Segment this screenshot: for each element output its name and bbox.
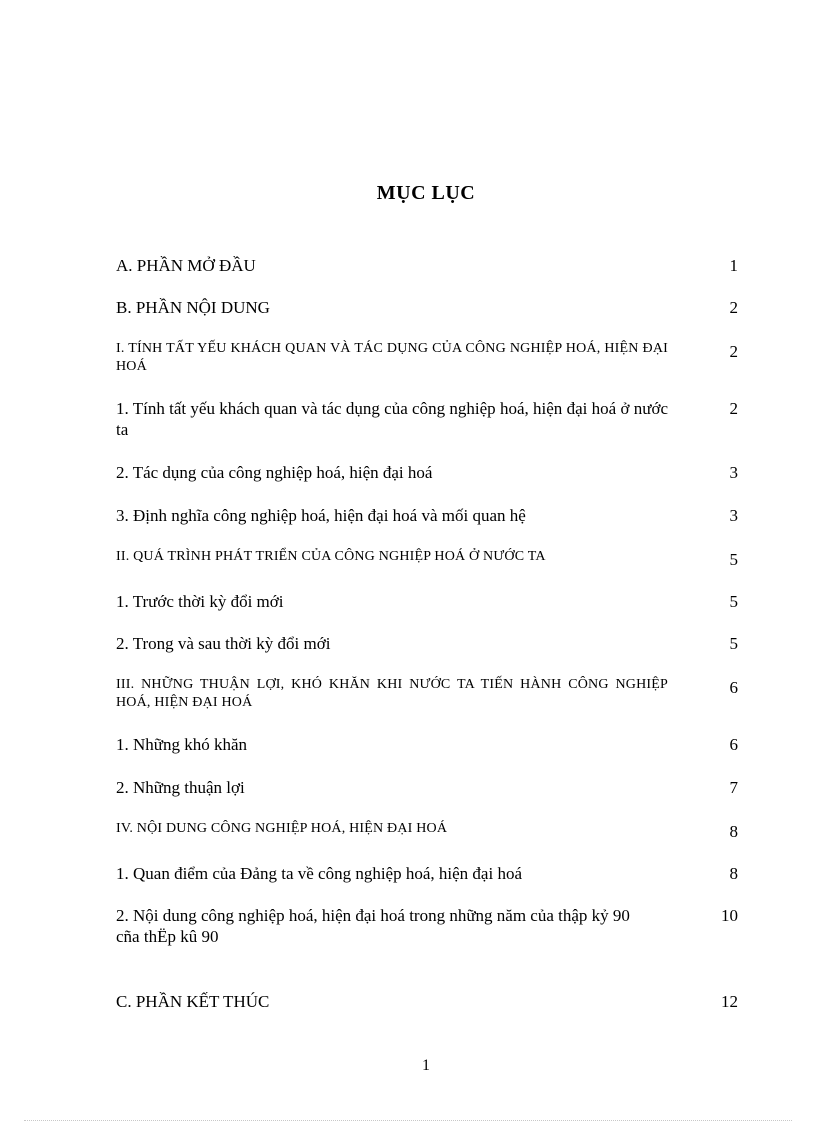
toc-entry-text [116, 905, 676, 947]
toc-entry-text: 2. Những thuận lợi [116, 778, 245, 797]
toc-entry-page: 2 [729, 399, 738, 418]
toc-entry-page: 10 [721, 906, 738, 925]
toc-entry-page: 7 [729, 778, 738, 797]
toc-entry-text: 1. Quan điểm của Đảng ta về công nghiệp hoá, hiện đại hoá [116, 864, 522, 883]
toc-entry-text: 1. Những khó khăn [116, 735, 248, 754]
page-number: 1 [422, 1057, 430, 1074]
toc-entry-text: 2. Trong và sau thời kỳ đổi mới [116, 634, 331, 653]
toc-entry-page: 5 [729, 634, 738, 653]
toc-entry-page: 8 [729, 822, 738, 841]
toc-entry-text: A. PHẦN MỞ ĐẦU [116, 256, 256, 275]
toc-entry-text: 2. Tác dụng của công nghiệp hoá, hiện đại hoá [116, 463, 433, 482]
toc-entry-text: III. NHỮNG THUẬN LỢI, KHÓ KHĂN KHI NƯỚC TA TIẾN HÀNH CÔNG NGHIỆP HOÁ, HIỆN ĐẠI HOÁ [116, 677, 668, 710]
page-title: MỤC LỤC [376, 182, 476, 204]
toc-entry-page: 5 [729, 592, 738, 611]
toc-entry-text: 1. Tính tất yếu khách quan và tác dụng của công nghiệp hoá, hiện đại hoá ở nước ta [116, 399, 668, 439]
toc-entry-text: C. PHẦN KẾT THÚC [116, 992, 270, 1011]
toc-entry-page: 2 [729, 298, 738, 317]
toc-entry-page: 2 [729, 342, 738, 361]
toc-entry-page: 12 [721, 992, 738, 1011]
page-bottom-divider [24, 1120, 792, 1121]
toc-entry-text: II. QUÁ TRÌNH PHÁT TRIỂN CỦA CÔNG NGHIỆP HOÁ Ở NƯỚC TA [116, 549, 546, 564]
toc-entry-text-main: 2. Nội dung công nghiệp hoá, hiện đại hoá trong những năm của thập kỷ 90 [116, 906, 630, 925]
toc-entry-page: 3 [729, 506, 738, 525]
toc-entry-text: I. TÍNH TẤT YẾU KHÁCH QUAN VÀ TÁC DỤNG CỦA CÔNG NGHIỆP HOÁ, HIỆN ĐẠI HOÁ [116, 341, 668, 374]
toc-entry-text: 3. Định nghĩa công nghiệp hoá, hiện đại hoá và mối quan hệ [116, 506, 526, 525]
toc-entry-page: 8 [729, 864, 738, 883]
toc-entry-page: 6 [729, 678, 738, 697]
toc-entry-page: 6 [729, 735, 738, 754]
toc-entry-text: IV. NỘI DUNG CÔNG NGHIỆP HOÁ, HIỆN ĐẠI HOÁ [116, 821, 448, 836]
toc-entry-text-extra: cña thËp kû 90 [116, 927, 219, 946]
toc-entry-page: 1 [729, 256, 738, 275]
toc-entry-page: 3 [729, 463, 738, 482]
toc-entry-text: 1. Trước thời kỳ đổi mới [116, 592, 284, 611]
toc-entry-text: B. PHẦN NỘI DUNG [116, 298, 270, 317]
toc-entry-page: 5 [729, 550, 738, 569]
